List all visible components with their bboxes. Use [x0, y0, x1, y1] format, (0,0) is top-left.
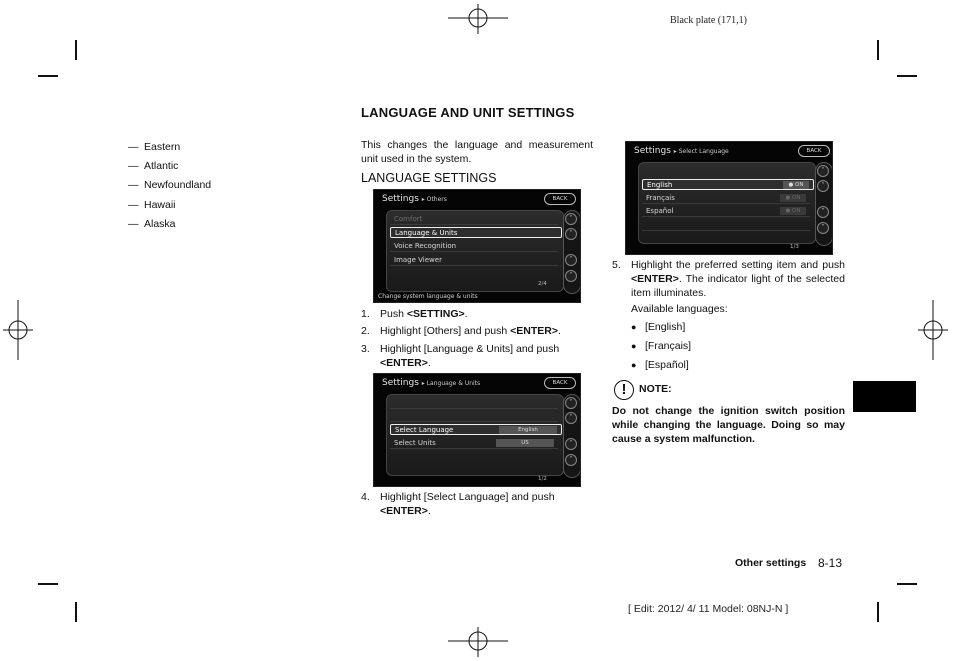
- sub-title: LANGUAGE SETTINGS: [361, 171, 497, 185]
- edit-footer: [ Edit: 2012/ 4/ 11 Model: 08NJ-N ]: [628, 603, 789, 615]
- section-tab: [853, 381, 916, 412]
- note-text: Do not change the ignition switch position while changing the language. Doing so may cause a system malfunction.: [612, 405, 845, 445]
- page-number: 8-13: [818, 556, 843, 570]
- registration-mark-top: [448, 4, 508, 34]
- scroll-down-icon[interactable]: ˅: [565, 438, 577, 450]
- registration-mark-bottom: [448, 627, 508, 657]
- crop-mark: [877, 602, 879, 622]
- registration-mark-right: [918, 300, 948, 360]
- step-5: 5. Highlight the preferred setting item and push <ENTER>. The indicator light of the selected item illuminates.: [612, 259, 845, 299]
- crop-mark: [75, 40, 77, 60]
- screen-language-units: [373, 373, 581, 487]
- menu-item-select-units[interactable]: Select Units US: [390, 438, 558, 449]
- screen-settings-others: [373, 189, 581, 303]
- list-item: ● [Español]: [631, 359, 689, 371]
- empty-row: [642, 220, 810, 231]
- menu-item-language-units[interactable]: Language & Units: [390, 227, 562, 238]
- scroll-down-icon[interactable]: ˅: [565, 270, 577, 282]
- back-button[interactable]: BACK: [544, 377, 576, 389]
- scroll-up-icon[interactable]: ˄: [565, 412, 577, 424]
- menu-item-voice-recognition[interactable]: Voice Recognition: [390, 241, 558, 252]
- available-languages-label: Available languages:: [631, 303, 728, 315]
- note-label: NOTE:: [639, 383, 672, 395]
- back-button[interactable]: BACK: [798, 145, 830, 157]
- list-item: ● [English]: [631, 321, 686, 333]
- screen-title: Settings ▸ Others: [382, 194, 447, 204]
- list-item: — Eastern: [128, 141, 181, 153]
- indicator-off: ● ON: [780, 194, 806, 202]
- empty-row: [390, 398, 558, 409]
- intro-text: This changes the language and measurement unit used in the system.: [361, 139, 593, 165]
- menu-item-espanol[interactable]: Español ● ON: [642, 206, 810, 217]
- page-indicator: 2/4: [538, 281, 547, 287]
- scroll-up-icon[interactable]: ˄: [817, 180, 829, 192]
- plate-label: Black plate (171,1): [670, 15, 747, 26]
- crop-mark: [75, 602, 77, 622]
- menu-item-comfort[interactable]: Comfort: [390, 214, 558, 225]
- section-title: LANGUAGE AND UNIT SETTINGS: [361, 105, 575, 120]
- registration-mark-left: [3, 300, 33, 360]
- indicator-on: ● ON: [783, 181, 809, 189]
- step-1: 1. Push <SETTING>.: [361, 308, 468, 320]
- crop-mark: [38, 75, 58, 77]
- footer-section: Other settings: [735, 557, 807, 569]
- step-2: 2. Highlight [Others] and push <ENTER>.: [361, 325, 561, 337]
- crop-mark: [897, 75, 917, 77]
- scroll-up-icon[interactable]: ˄: [817, 165, 829, 177]
- list-item: ● [Français]: [631, 340, 692, 352]
- list-item: — Alaska: [128, 218, 176, 230]
- units-value: US: [496, 439, 554, 447]
- screen-select-language: [625, 141, 833, 255]
- list-item: — Atlantic: [128, 160, 179, 172]
- menu-item-image-viewer[interactable]: Image Viewer: [390, 255, 558, 266]
- language-value: English: [499, 426, 557, 434]
- status-text: Change system language & units: [378, 293, 478, 300]
- crop-mark: [897, 583, 917, 585]
- menu-item-francais[interactable]: Français ● ON: [642, 193, 810, 204]
- scroll-up-icon[interactable]: ˄: [565, 397, 577, 409]
- screen-title: Settings ▸ Language & Units: [382, 378, 481, 388]
- empty-row: [390, 411, 558, 422]
- page-indicator: 1/2: [538, 476, 547, 482]
- list-item: — Hawaii: [128, 199, 176, 211]
- crop-mark: [877, 40, 879, 60]
- indicator-off: ● ON: [780, 207, 806, 215]
- scroll-up-icon[interactable]: ˄: [565, 213, 577, 225]
- page-indicator: 1/3: [790, 244, 799, 250]
- scroll-down-icon[interactable]: ˅: [565, 254, 577, 266]
- scroll-down-icon[interactable]: ˅: [817, 222, 829, 234]
- caution-icon: !: [614, 380, 634, 400]
- crop-mark: [38, 583, 58, 585]
- list-item: — Newfoundland: [128, 179, 212, 191]
- menu-item-english[interactable]: English ● ON: [642, 179, 814, 190]
- step-4: 4. Highlight [Select Language] and push <ENTER>.: [361, 491, 555, 517]
- scroll-up-icon[interactable]: ˄: [565, 228, 577, 240]
- scroll-down-icon[interactable]: ˅: [565, 454, 577, 466]
- back-button[interactable]: BACK: [544, 193, 576, 205]
- scroll-down-icon[interactable]: ˅: [817, 206, 829, 218]
- screen-title: Settings ▸ Select Language: [634, 146, 729, 156]
- menu-item-select-language[interactable]: Select Language English: [390, 424, 562, 435]
- step-3: 3. Highlight [Language & Units] and push <ENTER>.: [361, 343, 560, 369]
